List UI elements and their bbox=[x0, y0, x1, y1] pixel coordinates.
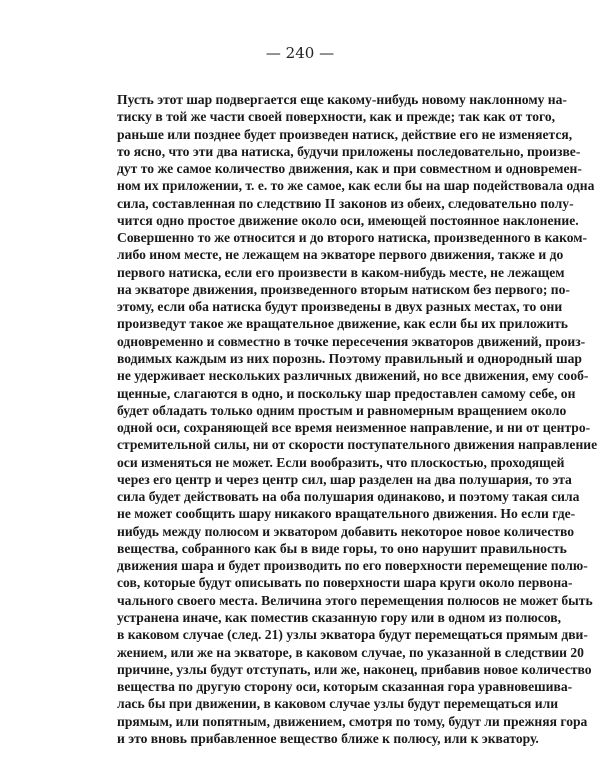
text-line: лась бы при движении, в каковом случае узлы будут перемещаться или bbox=[117, 696, 559, 712]
text-line: одной оси, сохраняющей все время неизменное направление, и ни от центро- bbox=[117, 420, 591, 436]
text-line: либо ином месте, не лежащем на экваторе первого движения, также и до bbox=[117, 247, 564, 263]
text-line: устранена иначе, как поместив сказанную гору или в одном из полюсов, bbox=[117, 609, 561, 625]
text-line: водимых каждым из них порознь. Поэтому правильный и однородный шар bbox=[117, 350, 582, 366]
text-line: Пусть этот шар подвергается еще какому-нибудь новому наклонному на- bbox=[117, 92, 567, 107]
text-line: ном их приложении, т. е. то же самое, как если бы на шар подействовала одна bbox=[117, 178, 595, 194]
text-line: стремительной силы, ни от скорости поступательного движения направление bbox=[117, 437, 598, 453]
text-line: первого натиска, если его произвести в каком-нибудь месте, не лежащем bbox=[117, 264, 565, 280]
text-line: в каковом случае (след. 21) узлы экватора будут перемещаться прямым дви- bbox=[117, 627, 588, 643]
text-line: произведут такое же вращательное движение, как если бы их приложить bbox=[117, 316, 568, 332]
text-line: Совершенно то же относится и до второго натиска, произведенного в каком- bbox=[117, 230, 588, 246]
text-line: жением, или же на экваторе, в каковом случае, по указанной в следствии 20 bbox=[117, 644, 584, 660]
page-number: — 240 — bbox=[265, 44, 335, 62]
text-line: причине, узлы будут отступать, или же, наконец, прибавив новое количество bbox=[117, 661, 592, 677]
text-line: будет обладать только одним простым и равномерным вращением около bbox=[117, 402, 567, 418]
body-text bbox=[117, 91, 598, 747]
text-line: сила будет действовать на оба полушария одинаково, и поэтому такая сила bbox=[117, 489, 580, 505]
text-line: вещества по другую сторону оси, которым сказанная гора уравновешива- bbox=[117, 679, 573, 695]
text-line: прямым, или попятным, движением, смотря по тому, будут ли прежняя гора bbox=[117, 713, 588, 729]
text-line: вещества, собранного как бы в виде горы, то оно нарушит правильность bbox=[117, 540, 567, 556]
text-line: через его центр и через центр сил, шар разделен на два полушария, то эта bbox=[117, 471, 572, 487]
text-line: чится одно простое движение около оси, имеющей постоянное наклонение. bbox=[117, 212, 579, 228]
text-line: тиску в той же части своей поверхности, как и прежде; так как от того, bbox=[117, 109, 556, 125]
text-line: чального своего места. Величина этого перемещения полюсов не может быть bbox=[117, 592, 593, 608]
text-line: то ясно, что эти два натиска, будучи приложены последовательно, произве- bbox=[117, 143, 581, 159]
text-line: раньше или позднее будет произведен натиск, действие его не изменяется, bbox=[117, 126, 573, 142]
text-line: дут то же самое количество движения, как и при совместном и одновремен- bbox=[117, 161, 582, 177]
text-line: не удерживает нескольких различных движений, но все движения, ему сооб- bbox=[117, 368, 589, 384]
text-line: и это вновь прибавленное вещество ближе к полюсу, или к экватору. bbox=[117, 730, 539, 746]
text-line: сила, составленная по следствию II законов из обеих, следовательно полу- bbox=[117, 195, 574, 211]
text-line: нибудь между полюсом и экватором добавить некоторое новое количество bbox=[117, 523, 575, 539]
text-line: на экваторе движения, произведенного вторым натиском без первого; по- bbox=[117, 281, 570, 297]
text-line: щенные, слагаются в одно, и поскольку шар предоставлен самому себе, он bbox=[117, 385, 576, 401]
text-line: этому, если оба натиска будут произведены в двух разных местах, то они bbox=[117, 299, 563, 315]
text-line: движения шара и будет производить по его поверхности перемещение полю- bbox=[117, 558, 588, 574]
text-line: оси изменяться не может. Если вообразить, что плоскостью, проходящей bbox=[117, 454, 565, 470]
text-line: одновременно и совместно в точке пересечения экваторов движений, произ- bbox=[117, 333, 586, 349]
text-line: сов, которые будут описывать по поверхности шара круги около первона- bbox=[117, 575, 573, 591]
text-line: не может сообщить шару никакого вращательного движения. Но если где- bbox=[117, 506, 576, 522]
